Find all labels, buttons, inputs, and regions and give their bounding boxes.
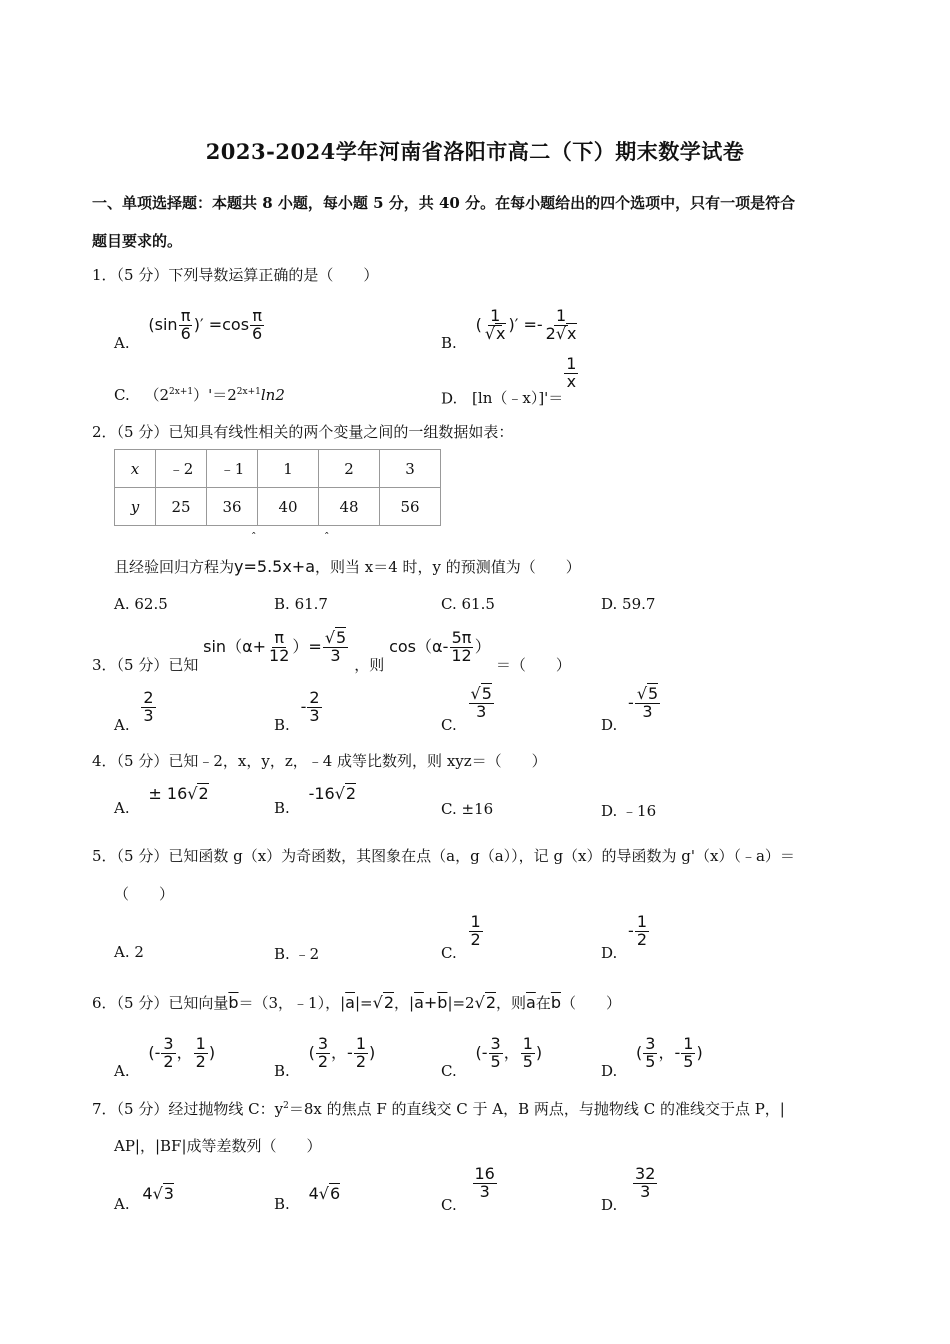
- frac-num: 1: [522, 1034, 533, 1053]
- section-heading-line1: 一、单项选择题：本题共 8 小题，每小题 5 分，共 40 分。在每小题给出的四个选项中，只有一项是符合: [92, 194, 796, 212]
- table-cell: 56: [380, 488, 441, 526]
- option-label: A.: [114, 1061, 130, 1080]
- option-label: C.: [441, 943, 457, 962]
- option-label: A.: [114, 715, 130, 734]
- exponent: 2x+1: [169, 387, 194, 397]
- radicand: 2: [485, 993, 496, 1012]
- option-label: A.: [114, 943, 130, 961]
- q7-option-c: [441, 1166, 498, 1214]
- q6-option-d: D. ( $\frac{3}{5}$ ，- $\frac{1}{5}$ ): [601, 1034, 703, 1080]
- text: ，则: [496, 994, 527, 1012]
- frac-den: x: [566, 371, 577, 391]
- text: （ ）: [561, 994, 622, 1012]
- option-value: ﹣2: [294, 945, 320, 963]
- radicand: 5: [336, 628, 347, 647]
- math-text: ）=: [292, 636, 322, 656]
- option-value: 62.5: [134, 595, 168, 613]
- q4-option-a: A. ± 16√2: [114, 784, 209, 817]
- text: ，|: [394, 994, 415, 1012]
- coef: 4: [142, 1184, 153, 1203]
- hat-mark: ˆ: [324, 531, 330, 544]
- q3-stem: 3．（5 分）已知 sin（α+ $\frac{\pi}{12}$ ）= $\frac{√5}{3}$ ，则 cos（α- $\frac{5\pi}{12}$ ） ＝（ ）: [92, 628, 571, 674]
- q7-stem-line2: AP|，|BF|成等差数列（ ）: [114, 1137, 322, 1155]
- q5-option-b: [274, 943, 319, 964]
- option-label: C.: [441, 1195, 457, 1214]
- q2-option-a: [114, 595, 168, 613]
- option-label: C.: [441, 715, 457, 734]
- option-label: D.: [601, 802, 618, 820]
- section-heading-line2: 题目要求的。: [92, 232, 183, 250]
- frac-num: 1: [490, 306, 501, 325]
- option-label: D.: [441, 389, 458, 408]
- q7-option-d: [601, 1166, 658, 1214]
- option-label: B.: [274, 1061, 290, 1080]
- q4-stem: 4．（5 分）已知﹣2，x，y，z，﹣4 成等比数列，则 xyz＝（ ）: [92, 752, 547, 770]
- frac-num: 3: [490, 1034, 501, 1053]
- frac-den: 6: [180, 323, 191, 343]
- math-text: （2: [144, 386, 170, 404]
- frac-den: 3: [640, 1181, 651, 1201]
- option-label: D.: [601, 595, 618, 613]
- frac-den: 3: [479, 1181, 490, 1201]
- coef: 2: [545, 323, 556, 343]
- frac-den: 6: [252, 323, 263, 343]
- radicand: 6: [329, 1184, 341, 1203]
- frac-den: 2: [195, 1051, 206, 1071]
- option-label: C.: [114, 386, 130, 404]
- frac-num: 1: [555, 306, 567, 325]
- table-cell: y: [130, 497, 140, 516]
- frac-num: 3: [645, 1034, 656, 1053]
- vector-a: $\overline{a}$: [345, 993, 355, 1012]
- frac-den: 3: [476, 701, 487, 721]
- frac-num: 1: [195, 1034, 206, 1053]
- sign: -: [481, 1042, 488, 1062]
- q1-option-a: [114, 308, 265, 352]
- text: ，则当 x＝4 时，y 的预测值为（ ）: [315, 558, 581, 576]
- option-label: C.: [441, 800, 457, 818]
- frac-num: 2: [143, 688, 154, 707]
- sign: -: [628, 920, 634, 940]
- radicand: 5: [648, 684, 659, 703]
- frac-den: 5: [645, 1051, 656, 1071]
- table-cell: 3: [380, 450, 441, 488]
- hat-mark: ˆ: [251, 531, 257, 544]
- option-label: A.: [114, 799, 130, 817]
- option-value: 2: [134, 943, 144, 961]
- vector-b: $\overline{b}$: [228, 993, 239, 1012]
- radicand: 2: [198, 784, 209, 803]
- regression-equation: y=5.5x+a: [234, 557, 316, 576]
- q4-option-b: B. -16√2: [274, 784, 357, 817]
- frac-num: π: [274, 628, 285, 647]
- q3-option-d: D. - $\frac{√5}{3}$: [601, 684, 659, 734]
- sign: -: [347, 1042, 353, 1062]
- frac-num: 2: [309, 688, 320, 707]
- option-value: ﹣16: [622, 802, 657, 820]
- q2-option-c: [441, 595, 495, 613]
- math-text: )′ =cos: [193, 314, 250, 334]
- option-label: A.: [114, 333, 130, 352]
- table-cell: ﹣2: [156, 450, 207, 488]
- frac-den: 2: [470, 929, 481, 949]
- frac-den: 3: [642, 701, 653, 721]
- option-label: B.: [274, 945, 290, 963]
- frac-num: 1: [470, 912, 481, 931]
- math-text: ± 16: [148, 784, 188, 803]
- frac-num: 1: [355, 1034, 366, 1053]
- math-text: )′ =-: [508, 314, 543, 334]
- frac-num: 1: [683, 1034, 694, 1053]
- math-text: ）'＝2: [193, 386, 237, 404]
- vector-b: $\overline{b}$: [550, 993, 561, 1012]
- page-title: 2023-2024学年河南省洛阳市高二（下）期末数学试卷: [205, 139, 745, 164]
- text: ＝（ ）: [495, 655, 571, 674]
- sign: -: [154, 1042, 161, 1062]
- option-label: B.: [274, 1195, 290, 1213]
- q5-stem-line1: 5．（5 分）已知函数 g（x）为奇函数，其图象在点（a，g（a）），记 g（x）的导函数为 g'（x）（﹣a）＝: [92, 847, 795, 865]
- q1-option-c: [114, 384, 285, 405]
- option-label: B.: [441, 333, 457, 352]
- text: 且经验回归方程为: [114, 558, 235, 576]
- coef: 4: [308, 1184, 319, 1203]
- q5-option-a: [114, 943, 144, 961]
- text: |=2: [447, 994, 475, 1012]
- q7-option-b: B. 4√6: [274, 1184, 341, 1213]
- math-text: ln2: [260, 386, 285, 404]
- option-label: A.: [114, 595, 130, 613]
- exponent: 2x+1: [236, 387, 261, 397]
- q2-stem: 2．（5 分）已知具有线性相关的两个变量之间的一组数据如表：: [92, 423, 514, 441]
- table-cell: ﹣1: [207, 450, 258, 488]
- table-cell: 40: [258, 488, 319, 526]
- sign: -: [674, 1042, 681, 1062]
- text: ＝8x 的焦点 F 的直线交 C 于 A，B 两点，与抛物线 C 的准线交于点 P，|: [288, 1100, 785, 1118]
- q6-stem: 6．（5 分）已知向量$\overline{b}=(3$，﹣1），$|\overline{a}|=√2$，$|\overline{a}+\overline{b}|=2√2$，则$\overline{a}$在$\overline{b}$（ ）: [92, 993, 622, 1012]
- q6-option-c: C. (- $\frac{3}{5}$ ， $\frac{1}{5}$ ): [441, 1034, 543, 1080]
- sign: -: [628, 692, 634, 712]
- text: 6．（5 分）已知向量: [92, 994, 229, 1012]
- vector-a: $\overline{a}$: [414, 993, 424, 1012]
- exponent: 2: [283, 1101, 289, 1111]
- q4-option-c: [441, 800, 493, 818]
- math-text: -16: [308, 784, 335, 803]
- frac-den: 3: [330, 645, 341, 665]
- table-cell: x: [130, 459, 140, 478]
- frac-num: π: [252, 306, 262, 325]
- frac-num: 32: [635, 1164, 656, 1183]
- q2-option-d: [601, 595, 655, 613]
- radicand: 2: [345, 784, 357, 803]
- frac-den: 3: [143, 705, 154, 725]
- frac-den: 12: [269, 645, 290, 665]
- data-table: [114, 449, 441, 526]
- sign: -: [300, 696, 307, 716]
- frac-num: 1: [566, 354, 577, 373]
- option-label: B.: [274, 799, 290, 817]
- math-text: [ln（﹣x）]'＝: [472, 389, 564, 408]
- table-cell: 2: [319, 450, 380, 488]
- table-cell: 48: [319, 488, 380, 526]
- q7-option-a: A. 4√3: [114, 1184, 174, 1213]
- option-value: 61.7: [294, 595, 328, 613]
- math-text: sin（α+: [203, 636, 267, 656]
- math-text: (: [475, 314, 482, 334]
- math-text: ）: [474, 636, 491, 656]
- option-value: ±16: [461, 800, 494, 818]
- radicand: 3: [163, 1184, 174, 1203]
- table-cell: 1: [258, 450, 319, 488]
- plus-sign: +: [423, 993, 438, 1012]
- q1-option-d: [441, 356, 579, 408]
- math-text: (sin: [148, 314, 178, 334]
- frac-den: 2: [355, 1051, 366, 1071]
- q7-stem-line1: [92, 1098, 785, 1119]
- q1-option-b: B. ( $\frac{1}{√x}$ )′ =- $\frac{1}{2√x}$: [441, 306, 577, 352]
- table-cell: 25: [156, 488, 207, 526]
- radicand: 2: [383, 993, 394, 1012]
- option-label: D.: [601, 1061, 618, 1080]
- option-label: D.: [601, 715, 618, 734]
- q5-stem-line2: （ ）: [114, 885, 175, 903]
- q2-regression-line: [114, 556, 581, 577]
- q2-option-b: [274, 595, 328, 613]
- vector-b: $\overline{b}$: [437, 993, 448, 1012]
- text: ，则: [354, 655, 385, 674]
- option-label: C.: [441, 595, 457, 613]
- option-label: A.: [114, 1195, 130, 1213]
- text: 7．（5 分）经过抛物线 C：y: [92, 1100, 284, 1118]
- option-label: B.: [274, 595, 290, 613]
- table-row: [115, 450, 441, 488]
- text: ＝（3，﹣1），|: [238, 994, 346, 1012]
- q6-option-b: B. ( $\frac{3}{2}$ ，- $\frac{1}{2}$ ): [274, 1034, 376, 1080]
- q5-option-d: [601, 914, 650, 962]
- frac-num: 16: [474, 1164, 495, 1183]
- frac-den: 2: [163, 1051, 174, 1071]
- frac-num: 3: [317, 1034, 329, 1053]
- option-value: 59.7: [622, 595, 656, 613]
- math-text: cos（α-: [389, 636, 449, 656]
- frac-num: 1: [636, 912, 648, 931]
- option-label: B.: [274, 715, 290, 734]
- option-value: 61.5: [461, 595, 495, 613]
- option-label: C.: [441, 1061, 457, 1080]
- radicand: x: [496, 323, 506, 343]
- frac-num: π: [180, 306, 191, 325]
- q5-option-c: [441, 914, 484, 962]
- q3-option-b: [274, 690, 323, 734]
- frac-num: 3: [163, 1034, 174, 1053]
- text: 3．（5 分）已知: [92, 655, 199, 674]
- frac-den: 3: [309, 705, 320, 725]
- text: |=: [354, 994, 373, 1012]
- frac-den: 5: [522, 1051, 533, 1071]
- frac-den: 12: [451, 645, 472, 665]
- frac-den: 5: [683, 1051, 694, 1071]
- radicand: 5: [481, 684, 492, 703]
- table-row: [115, 488, 441, 526]
- frac-num: 5π: [451, 628, 472, 647]
- text: 在: [535, 994, 551, 1012]
- frac-den: 2: [636, 929, 648, 949]
- option-label: D.: [601, 943, 618, 962]
- vector-a: $\overline{a}$: [526, 993, 536, 1012]
- radicand: x: [567, 323, 577, 343]
- q6-option-a: A. (- $\frac{3}{2}$ ， $\frac{1}{2}$ ): [114, 1034, 216, 1080]
- table-cell: 36: [207, 488, 258, 526]
- q3-option-a: [114, 690, 157, 734]
- frac-den: 5: [490, 1051, 501, 1071]
- frac-den: 2: [317, 1051, 329, 1071]
- q4-option-d: [601, 800, 656, 821]
- q3-option-c: C. $\frac{√5}{3}$: [441, 684, 492, 734]
- q1-stem: 1．（5 分）下列导数运算正确的是（ ）: [92, 266, 379, 284]
- option-label: D.: [601, 1195, 618, 1214]
